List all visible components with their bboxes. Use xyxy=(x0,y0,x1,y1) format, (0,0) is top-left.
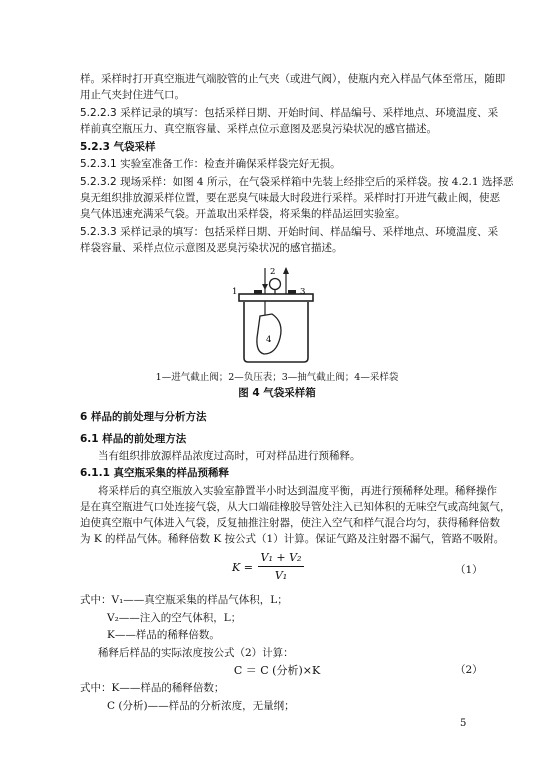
formula-1-lhs: K = xyxy=(232,561,253,574)
section-number: 5.2.3.2 xyxy=(80,176,117,188)
label-1: 1 xyxy=(232,287,238,297)
gas-bag-sampler-diagram xyxy=(230,264,320,364)
section-5233 xyxy=(80,225,499,239)
paragraph-line: 当有组织排放源样品浓度过高时，可对样品进行预稀释。 xyxy=(98,450,361,462)
section-text: 采样记录的填写：包括采样日期、开始时间、样品编号、采样地点、环境温度、采 xyxy=(120,107,499,119)
page-number: 5 xyxy=(460,718,467,729)
equation-number-1: （1） xyxy=(455,564,483,576)
section-heading-61: 6.1 样品的前处理方法 xyxy=(80,433,187,445)
outlet-valve xyxy=(288,290,296,294)
section-text: 现场采样：如图 4 所示，在气袋采样箱中先装上经排空后的采样袋。按 4.2.1 选择恶 xyxy=(120,176,514,188)
arrow-up-icon xyxy=(283,267,289,274)
paragraph-line: 将采样后的真空瓶放入实验室静置半小时达到温度平衡，再进行预稀释处理。稀释操作 xyxy=(98,485,497,497)
section-heading-523: 5.2.3 气袋采样 xyxy=(80,141,156,153)
section-heading-611: 6.1.1 真空瓶采集的样品预稀释 xyxy=(80,467,230,479)
formula-1-numerator: V₁ + V₂ xyxy=(258,551,304,567)
equation-number-2: （2） xyxy=(455,664,483,676)
inlet-valve xyxy=(254,290,262,294)
formula-2: C ＝ C (分析)×K xyxy=(233,664,321,677)
where-intro: 式中： xyxy=(80,682,112,694)
paragraph-line: 用止气夹封住进气口。 xyxy=(80,89,185,101)
paragraph-line: 迫使真空瓶中气体进入气袋，反复抽推注射器，使注入空气和样气混合均匀，获得稀释倍数 xyxy=(80,517,500,529)
paragraph-line: 样袋容量、采样点位示意图及恶臭污染状况的感官描述。 xyxy=(80,242,343,254)
section-heading-6: 6 样品的前处理与分析方法 xyxy=(80,411,207,423)
section-number: 5.2.3.1 xyxy=(80,158,117,170)
where-v2: V₂——注入的空气体积，L； xyxy=(107,612,242,624)
where-clause-2 xyxy=(80,681,474,695)
section-5232 xyxy=(80,175,514,189)
paragraph-line: 臭气体迅速充满采气袋。开盖取出采样袋，将采集的样品运回实验室。 xyxy=(80,208,406,220)
sampling-bag xyxy=(257,314,281,354)
formula-1-denominator: V₁ xyxy=(274,569,288,582)
where-k: K——样品的稀释倍数； xyxy=(111,682,225,694)
paragraph-line: 是在真空瓶进气口处连接气袋，从大口端硅橡胶导管处注入已知体积的无味空气或高纯氮气， xyxy=(80,501,511,513)
section-5231 xyxy=(80,157,474,171)
label-4: 4 xyxy=(266,335,272,345)
section-text: 采样记录的填写：包括采样日期、开始时间、样品编号、采样地点、环境温度、采 xyxy=(120,226,499,238)
formula-2-intro: 稀释后样品的实际浓度按公式（2）计算： xyxy=(98,647,294,659)
section-5223 xyxy=(80,106,499,120)
figure-legend: 1—进气截止阀；2—负压表；3—抽气截止阀；4—采样袋 xyxy=(155,372,399,383)
paragraph-line: 为 K 的样品气体。稀释倍数 K 按公式（1）计算。保证气路及注射器不漏气，管路不吸附。 xyxy=(80,533,505,545)
arrow-down-icon xyxy=(262,284,268,290)
section-text: 实验室准备工作：检查并确保采样袋完好无损。 xyxy=(120,158,341,170)
where-k: K——样品的稀释倍数。 xyxy=(107,629,220,641)
where-intro: 式中： xyxy=(80,594,112,606)
where-clause xyxy=(80,593,474,607)
where-v1: V₁——真空瓶采集的样品气体积，L； xyxy=(111,594,288,606)
label-2: 2 xyxy=(270,267,276,277)
paragraph-line: 样。采样时打开真空瓶进气端胶管的止气夹（或进气阀），使瓶内充入样品气体至常压，随即 xyxy=(80,73,506,85)
pressure-gauge xyxy=(270,279,281,290)
section-number: 5.2.3.3 xyxy=(80,226,117,238)
section-number: 5.2.2.3 xyxy=(80,107,117,119)
label-3: 3 xyxy=(300,287,306,297)
where-c: C (分析)——样品的分析浓度，无量纲； xyxy=(107,700,295,712)
paragraph-line: 样前真空瓶压力、真空瓶容量、采样点位示意图及恶臭污染状况的感官描述。 xyxy=(80,123,437,135)
paragraph-line: 臭无组织排放源采样位置，要在恶臭气味最大时段进行采样。采样时打开进气截止阀，使恶 xyxy=(80,192,500,204)
figure-caption: 图 4 气袋采样箱 xyxy=(238,387,316,399)
